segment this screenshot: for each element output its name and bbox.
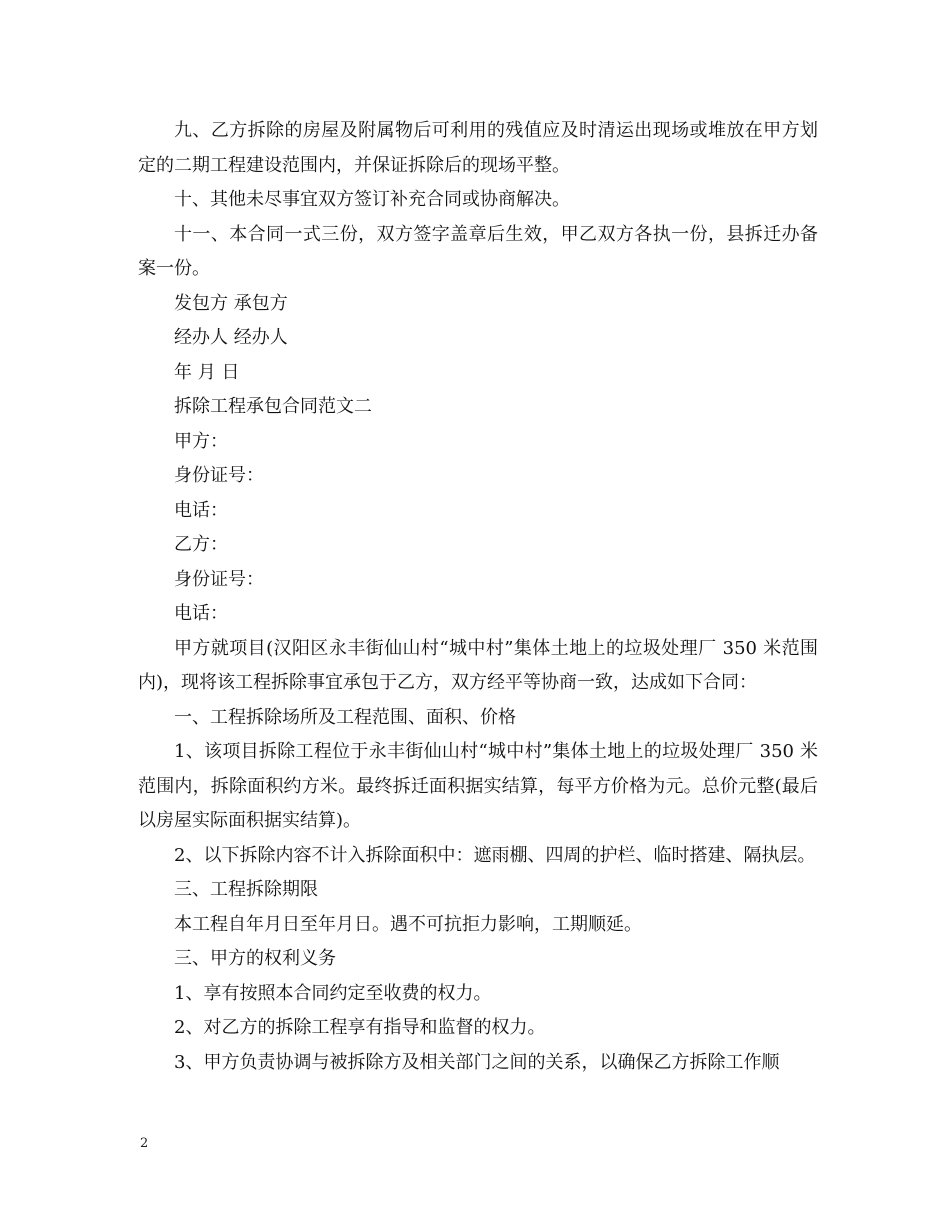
paragraph-3: 十一、本合同一式三份，双方签字盖章后生效，甲乙双方各执一份，县拆迁办备案一份。 [138,223,818,279]
clause-1-item-2: 2、以下拆除内容不计入拆除面积中：遮雨棚、四周的护栏、临时搭建、隔执层。 [174,844,816,866]
paragraph-2: 十、其他未尽事宜双方签订补充合同或协商解决。 [174,189,570,210]
paragraph-intro: 甲方就项目(汉阳区永丰街仙山村“城中村”集体土地上的垃圾处理厂 350 米范围内)，现将该工程拆除事宜承包于乙方，双方经平等协商一致，达成如下合同： [138,637,818,693]
party-a-phone-label: 电话： [174,499,228,521]
party-b-id-label: 身份证号： [174,568,264,590]
document-body [138,114,818,1080]
clause-term-text: 本工程自年月日至年月日。遇不可抗拒力影响，工期顺延。 [174,913,642,935]
signature-parties: 发包方 承包方 [174,292,288,314]
paragraph-1: 九、乙方拆除的房屋及附属物后可利用的残值应及时清运出现场或堆放在甲方划定的二期工程建设范围内，并保证拆除后的现场平整。 [138,120,818,176]
clause-1-item-1: 1、该项目拆除工程位于永丰街仙山村“城中村”集体土地上的垃圾处理厂 350 米范围内，拆除面积约方米。最终拆迁面积据实结算，每平方价格为元。总价元整(最后以房屋实际面积据实结算)。 [138,741,818,831]
signature-date: 年 月 日 [174,361,240,383]
rights-item-3: 3、甲方负责协调与被拆除方及相关部门之间的关系，以确保乙方拆除工作顺 [174,1051,780,1073]
clause-heading-rights: 三、甲方的权利义务 [174,948,336,969]
party-a-id-label: 身份证号： [174,465,264,486]
section-title: 拆除工程承包合同范文二 [174,396,372,417]
party-b-label: 乙方： [174,534,228,555]
rights-item-2: 2、对乙方的拆除工程享有指导和监督的权力。 [174,1017,546,1038]
clause-heading-1: 一、工程拆除场所及工程范围、面积、价格 [174,706,516,728]
clause-heading-term: 三、工程拆除期限 [174,879,318,900]
party-b-phone-label: 电话： [174,603,228,624]
signature-handlers: 经办人 经办人 [174,327,288,348]
page-number: 2 [140,1136,149,1151]
party-a-label: 甲方： [174,430,228,452]
rights-item-1: 1、享有按照本合同约定至收费的权力。 [174,982,492,1004]
